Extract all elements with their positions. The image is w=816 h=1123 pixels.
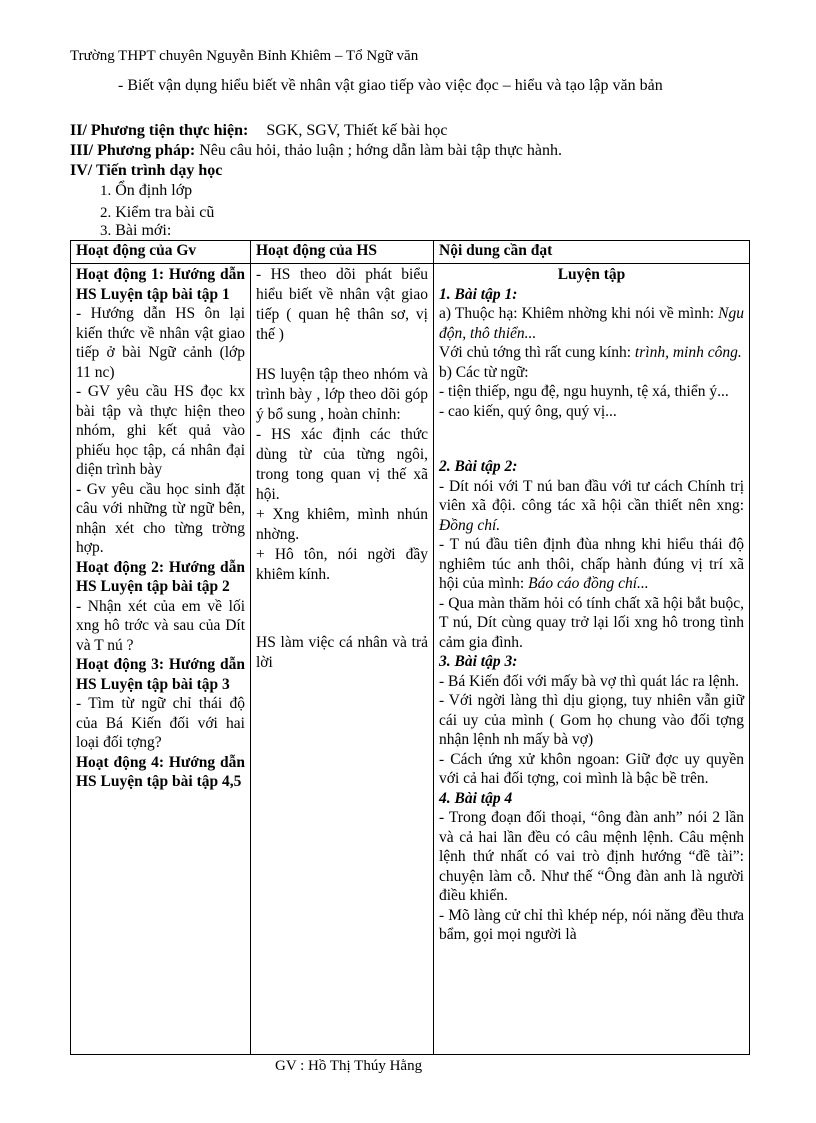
ex1-a: a) Thuộc hạ: Khiêm nhờng khi nói về mình: Ngu độn, thô thiển... [439, 305, 745, 342]
ex3-p1: - Bá Kiến đối với mấy bà vợ thì quát lác ra lệnh. [439, 672, 740, 690]
content-title: Luyện tập [557, 266, 626, 283]
hs-item: HS luyện tập theo nhóm và trình bày , lớp theo dõi góp ý bổ sung , hoàn chỉnh: [256, 366, 428, 423]
means-section [70, 122, 448, 140]
content-cell [434, 264, 750, 1055]
ex1-b2: - cao kiến, quý ông, quý vị... [439, 402, 617, 420]
objective-text [70, 76, 760, 96]
ex1-a2: Với chủ tớng thì rất cung kính: trình, minh công. [439, 344, 742, 361]
ex2-p1: - Dít nói với T nú ban đầu với tư cách Chính trị viên xã đội. công tác xã hội cần thiết nên xng: Đồng chí. [439, 477, 744, 534]
gv-item: Hoạt động 3: Hướng dẫn HS Luyện tập bài tập 3 [76, 656, 245, 693]
means-text: SGK, SGV, Thiết kế bài học [266, 122, 448, 139]
hs-item: + Xng khiêm, mình nhún nhờng. [256, 506, 428, 543]
gv-item: - Hướng dẫn HS ôn lại kiến thức về nhân vật giao tiếp ở bài Ngữ cảnh (lớp 11 nc) [76, 305, 245, 381]
gv-item: - Nhận xét của em về lối xng hô trớc và sau của Dít và T nú ? [76, 597, 245, 654]
gv-list [76, 265, 245, 792]
header-content: Nội dung cần đạt [434, 241, 750, 264]
gv-item: - GV yêu cầu HS đọc kx bài tập và thực hiện theo nhóm, ghi kết quả vào phiếu học tập, cá nhân đại diện trình bày [76, 383, 245, 478]
gv-item: Hoạt động 4: Hướng dẫn HS Luyện tập bài tập 4,5 [76, 753, 245, 790]
means-label: II/ Phương tiện thực hiện: [70, 122, 249, 139]
ex1-heading: 1. Bài tập 1: [439, 285, 518, 303]
step-3: 3. Bài mới: [100, 222, 172, 239]
hs-item [256, 345, 428, 365]
hs-item: + Hô tôn, nói ngời đầy khiêm kính. [256, 546, 428, 583]
ex3-p3: - Cách ứng xử khôn ngoan: Giữ đợc uy quyền với cả hai đối tợng, coi mình là bậc bề trên. [439, 750, 744, 787]
hs-activities [251, 264, 434, 1055]
gv-item: Hoạt động 1: Hướng dẫn HS Luyện tập bài tập 1 [76, 266, 245, 303]
gv-item: - Tìm từ ngữ chỉ thái độ của Bá Kiến đối với hai loại đối tợng? [76, 695, 245, 751]
process-section [70, 162, 222, 180]
ex1-b: b) Các từ ngữ: [439, 363, 529, 381]
gv-activities [71, 264, 251, 1055]
hs-list [256, 265, 428, 673]
hs-item: - HS theo dõi phát biểu hiểu biết về nhân vật giao tiếp ( quan hệ thân sơ, vị thế ) [256, 266, 428, 343]
step-1: 1. Ổn định lớp [100, 182, 193, 199]
gv-item: Hoạt động 2: Hướng dẫn HS Luyện tập bài tập 2 [76, 558, 245, 595]
ex2-p3: - Qua màn thăm hỏi có tính chất xã hội bắt buộc, T nú, Dít cùng quay trở lại lối xng hô trong tình cảm gia đình. [439, 594, 744, 651]
step-2: 2. Kiểm tra bài cũ [100, 204, 215, 221]
ex2-heading: 2. Bài tập 2: [439, 458, 518, 475]
hs-item [256, 585, 428, 633]
method-label: III/ Phương pháp: [70, 142, 196, 159]
table-header-row [71, 241, 750, 264]
page-footer: GV : Hồ Thị Thúy Hằng [275, 1058, 423, 1074]
gv-item: - Gv yêu cầu học sinh đặt câu với những từ ngữ bên, nhận xét cho từng trờng hợp. [76, 480, 245, 556]
ex4-p2: - Mõ làng cử chỉ thì khép nép, nói năng đều thưa bẩm, gọi mọi người là [439, 906, 744, 943]
table-row [71, 264, 750, 1055]
ex1-b1: - tiện thiếp, ngu đệ, ngu huynh, tệ xá, thiển ý... [439, 383, 729, 400]
hs-item: - HS xác định các thức dùng từ của từng ngôi, trong tong quan vị thế xã hội. [256, 426, 428, 503]
method-section [70, 142, 562, 160]
method-text: Nêu câu hỏi, thảo luận ; hớng dẫn làm bài tập thực hành. [199, 142, 562, 159]
process-label: IV/ Tiến trình dạy học [70, 162, 223, 179]
hs-item: HS làm việc cá nhân và trả lời [256, 634, 428, 671]
lesson-table [70, 240, 750, 1055]
objective-line: - Biết vận dụng hiểu biết về nhân vật giao tiếp vào việc đọc – hiểu và tạo lập văn bản [118, 77, 663, 94]
header-gv: Hoạt động của Gv [71, 241, 251, 264]
ex4-p1: - Trong đoạn đối thoại, “ông đàn anh” nói 2 lần và cả hai lần đều có câu mệnh lệnh. Câu mệnh lệnh thứ nhất có vai trò định hướng “đề tài”: chuyện làm cỗ. Như thế “Ông đàn anh là người điều khiển. [439, 809, 744, 904]
ex2-p2: - T nú đầu tiên định đùa nhng khi hiểu thái độ nghiêm túc anh thôi, chấp hành đúng vị trí xã hội của mình: Báo cáo đồng chí... [439, 536, 744, 592]
page-header: Trường THPT chuyên Nguyễn Bỉnh Khiêm – Tổ Ngữ văn [70, 48, 419, 64]
header-hs: Hoạt động của HS [251, 241, 434, 264]
ex4-heading: 4. Bài tập 4 [439, 789, 513, 807]
ex3-heading: 3. Bài tập 3: [439, 653, 518, 670]
ex3-p2: - Với ngời làng thì dịu giọng, tuy nhiên vẫn giữ cái uy của mình ( Gom họ chung vào đối tợng nhận lệnh nh mấy bà vợ) [439, 692, 744, 748]
